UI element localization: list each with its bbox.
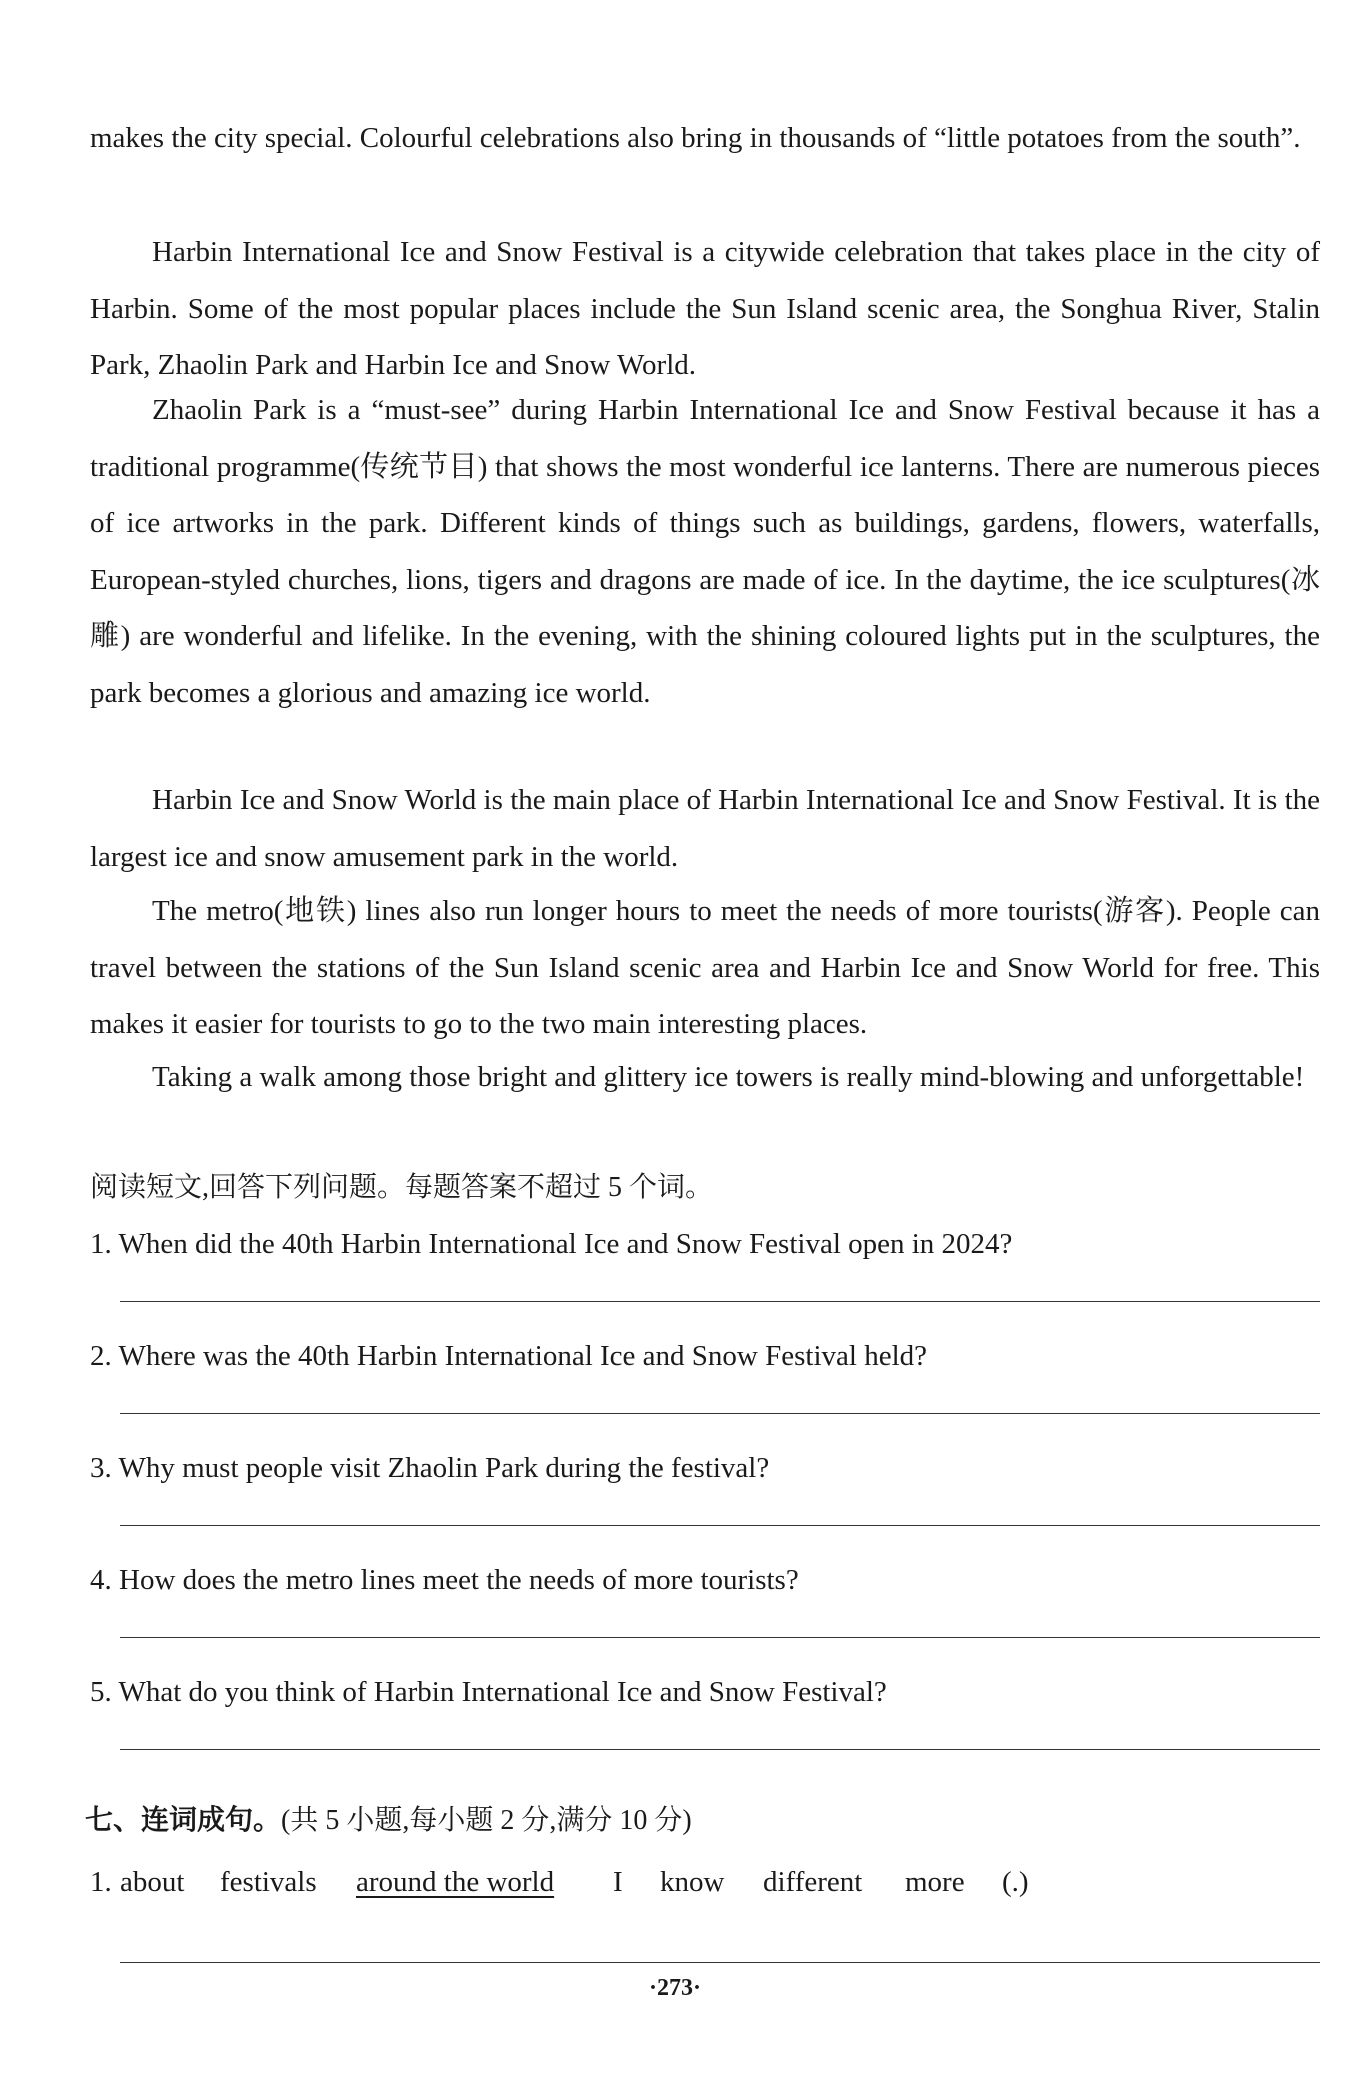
answer-line-5[interactable] bbox=[120, 1749, 1320, 1750]
answer-line-2[interactable] bbox=[120, 1413, 1320, 1414]
reading-instruction: 阅读短文,回答下列问题。每题答案不超过 5 个词。 bbox=[90, 1172, 714, 1203]
passage-paragraph: Harbin International Ice and Snow Festival is a citywide celebration that takes place in the city of Harbin. Some of the most popular places include the Sun Island scenic area, the Songhua River, Stalin Park, Zhaolin Park and Harbin Ice and Snow World. bbox=[90, 236, 1320, 381]
word-tile: (.) bbox=[1002, 1866, 1029, 1898]
word-tile: around the world bbox=[356, 1866, 555, 1898]
answer-line-3[interactable] bbox=[120, 1525, 1320, 1526]
question-1: 1. When did the 40th Harbin International Ice and Snow Festival open in 2024? bbox=[90, 1228, 1013, 1260]
word-tile: I bbox=[613, 1866, 623, 1898]
word-tile: know bbox=[660, 1866, 725, 1898]
word-tile: festivals bbox=[220, 1866, 317, 1898]
answer-line-section7-1[interactable] bbox=[120, 1962, 1320, 1963]
word-tile: about bbox=[120, 1866, 185, 1898]
section-7-heading: 七、连词成句。 bbox=[85, 1805, 282, 1836]
question-5: 5. What do you think of Harbin International Ice and Snow Festival? bbox=[90, 1676, 887, 1708]
answer-line-4[interactable] bbox=[120, 1637, 1320, 1638]
section-7-score-detail: (共 5 小题,每小题 2 分,满分 10 分) bbox=[281, 1805, 692, 1836]
section-7-title bbox=[85, 1801, 692, 1841]
passage-paragraph: Harbin Ice and Snow World is the main place of Harbin International Ice and Snow Festival. It is the largest ice and snow amusement park in the world. bbox=[90, 784, 1320, 873]
question-4: 4. How does the metro lines meet the needs of more tourists? bbox=[90, 1564, 799, 1596]
word-tile: more bbox=[905, 1866, 965, 1898]
word-tile: different bbox=[763, 1866, 863, 1898]
passage-paragraph: makes the city special. Colourful celebrations also bring in thousands of “little potatoes from the south”. bbox=[90, 122, 1301, 154]
question-2: 2. Where was the 40th Harbin International Ice and Snow Festival held? bbox=[90, 1340, 927, 1372]
passage-paragraph: Taking a walk among those bright and glittery ice towers is really mind-blowing and unforgettable! bbox=[152, 1061, 1305, 1093]
item-number: 1. bbox=[90, 1866, 112, 1898]
answer-line-1[interactable] bbox=[120, 1301, 1320, 1302]
passage-paragraph: Zhaolin Park is a “must-see” during Harbin International Ice and Snow Festival because it has a traditional programme(传统节目) that shows the most wonderful ice lanterns. There are numerous pieces of ice artworks in the park. Different kinds of things such as buildings, gardens, flowers, waterfalls, European-styled churches, lions, tigers and dragons are made of ice. In the daytime, the ice sculptures(冰雕) are wonderful and lifelike. In the evening, with the shining coloured lights put in the sculptures, the park becomes a glorious and amazing ice world. bbox=[90, 394, 1320, 709]
question-3: 3. Why must people visit Zhaolin Park during the festival? bbox=[90, 1452, 770, 1484]
page-number: ·273· bbox=[648, 1975, 701, 2001]
passage-paragraph: The metro(地铁) lines also run longer hours to meet the needs of more tourists(游客). People can travel between the stations of the Sun Island scenic area and Harbin Ice and Snow World for free. This makes it easier for tourists to go to the two main interesting places. bbox=[90, 895, 1320, 1040]
